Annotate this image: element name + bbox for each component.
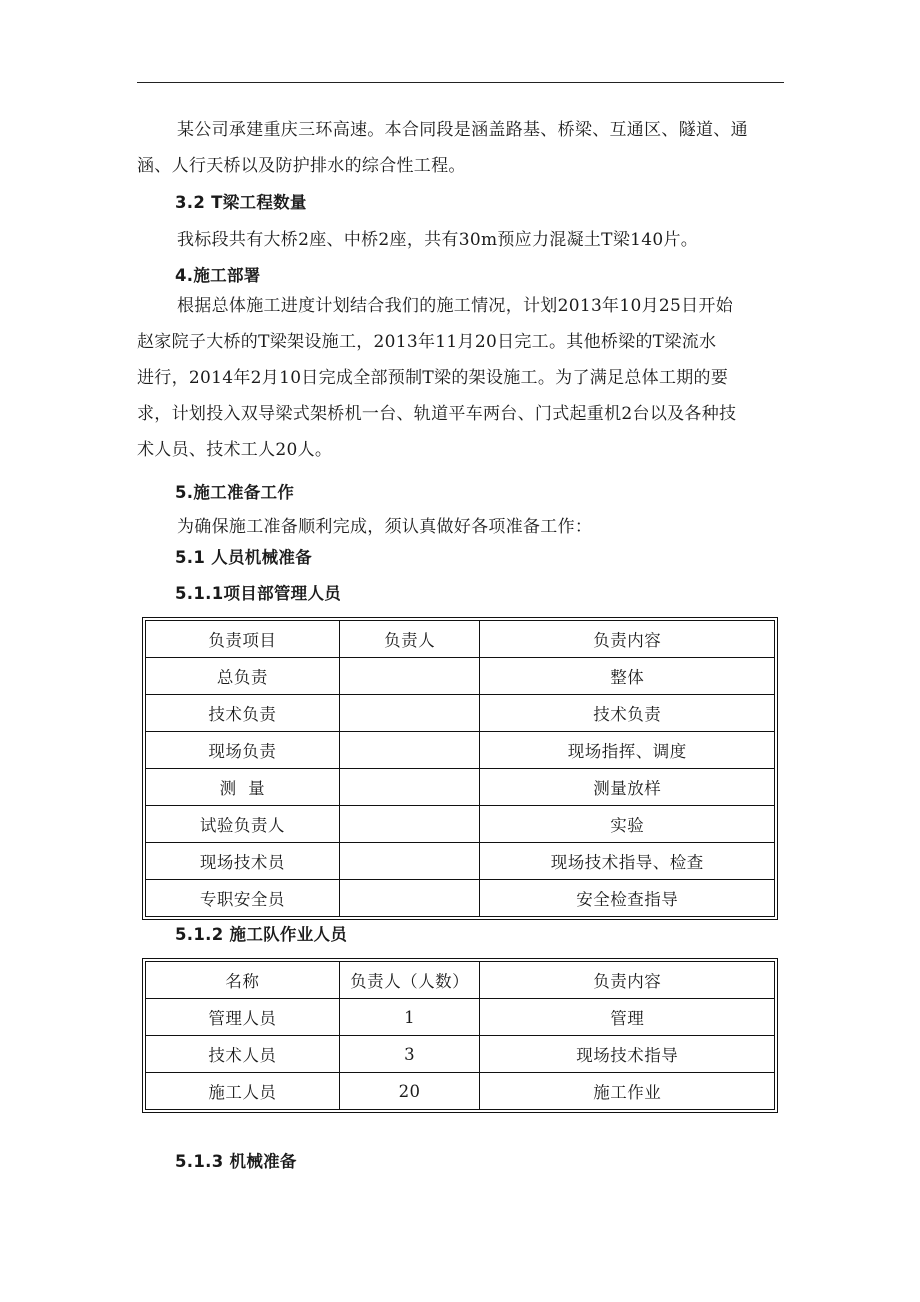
table-cell bbox=[339, 880, 480, 917]
table-cell: 技术负责 bbox=[480, 695, 775, 732]
header-rule bbox=[137, 82, 784, 83]
table-cell: 安全检查指导 bbox=[480, 880, 775, 917]
table-cell bbox=[339, 806, 480, 843]
table-cell: 技术人员 bbox=[146, 1036, 340, 1073]
table-header-row bbox=[146, 621, 775, 658]
table-header-cell: 负责项目 bbox=[146, 621, 340, 658]
table-cell: 试验负责人 bbox=[146, 806, 340, 843]
table-cell bbox=[339, 769, 480, 806]
table-row bbox=[146, 880, 775, 917]
table-cell bbox=[339, 843, 480, 880]
construction-team-table bbox=[145, 961, 775, 1110]
table-cell: 管理 bbox=[480, 999, 775, 1036]
heading-5-1-3: 5.1.3 机械准备 bbox=[175, 1152, 297, 1171]
table-cell: 3 bbox=[339, 1036, 480, 1073]
paragraph-deploy-line-2: 赵家院子大桥的T梁架设施工，2013年11月20日完工。其他桥梁的T梁流水 bbox=[137, 332, 717, 352]
table-cell: 1 bbox=[339, 999, 480, 1036]
heading-5: 5.施工准备工作 bbox=[175, 483, 295, 502]
table-cell: 专职安全员 bbox=[146, 880, 340, 917]
table-cell: 实验 bbox=[480, 806, 775, 843]
table-cell bbox=[339, 695, 480, 732]
table-row bbox=[146, 1073, 775, 1110]
table-cell: 现场技术指导、检查 bbox=[480, 843, 775, 880]
heading-5-1-2: 5.1.2 施工队作业人员 bbox=[175, 925, 348, 944]
table-cell bbox=[339, 732, 480, 769]
table-row bbox=[146, 658, 775, 695]
table-cell: 总负责 bbox=[146, 658, 340, 695]
table-cell: 管理人员 bbox=[146, 999, 340, 1036]
table-cell: 技术负责 bbox=[146, 695, 340, 732]
table-header-cell: 负责人 bbox=[339, 621, 480, 658]
table-cell: 现场技术员 bbox=[146, 843, 340, 880]
table-cell: 现场技术指导 bbox=[480, 1036, 775, 1073]
table-cell bbox=[339, 658, 480, 695]
heading-3-2: 3.2 T梁工程数量 bbox=[175, 193, 307, 212]
table-cell: 现场负责 bbox=[146, 732, 340, 769]
table-header-cell: 负责内容 bbox=[480, 621, 775, 658]
table-header-row bbox=[146, 962, 775, 999]
table-header-cell: 名称 bbox=[146, 962, 340, 999]
heading-5-1: 5.1 人员机械准备 bbox=[175, 548, 312, 567]
table-cell: 施工作业 bbox=[480, 1073, 775, 1110]
management-staff-table bbox=[145, 620, 775, 917]
paragraph-quantity: 我标段共有大桥2座、中桥2座，共有30m预应力混凝土T梁140片。 bbox=[177, 230, 699, 250]
table-cell: 测量放样 bbox=[480, 769, 775, 806]
table-row bbox=[146, 806, 775, 843]
table-cell: 现场指挥、调度 bbox=[480, 732, 775, 769]
table-row bbox=[146, 999, 775, 1036]
table-header-cell: 负责人（人数） bbox=[339, 962, 480, 999]
table-header-cell: 负责内容 bbox=[480, 962, 775, 999]
paragraph-deploy-line-3: 进行，2014年2月10日完成全部预制T梁的架设施工。为了满足总体工期的要 bbox=[137, 368, 729, 388]
table-row bbox=[146, 695, 775, 732]
table-row bbox=[146, 769, 775, 806]
heading-5-1-1: 5.1.1项目部管理人员 bbox=[175, 584, 342, 603]
table-row bbox=[146, 843, 775, 880]
paragraph-intro-line-1: 某公司承建重庆三环高速。本合同段是涵盖路基、桥梁、互通区、隧道、通 bbox=[177, 120, 748, 140]
paragraph-prep: 为确保施工准备顺利完成，须认真做好各项准备工作： bbox=[177, 517, 593, 537]
paragraph-deploy-line-5: 术人员、技术工人20人。 bbox=[137, 440, 333, 460]
table-row bbox=[146, 1036, 775, 1073]
table-cell: 整体 bbox=[480, 658, 775, 695]
paragraph-deploy-line-4: 求，计划投入双导梁式架桥机一台、轨道平车两台、门式起重机2台以及各种技 bbox=[137, 404, 737, 424]
table-cell: 测 量 bbox=[146, 769, 340, 806]
table-row bbox=[146, 732, 775, 769]
paragraph-deploy-line-1: 根据总体施工进度计划结合我们的施工情况，计划2013年10月25日开始 bbox=[177, 296, 734, 316]
table-cell: 20 bbox=[339, 1073, 480, 1110]
paragraph-intro-line-2: 涵、人行天桥以及防护排水的综合性工程。 bbox=[137, 156, 466, 176]
table-cell: 施工人员 bbox=[146, 1073, 340, 1110]
heading-4: 4.施工部署 bbox=[175, 266, 261, 285]
